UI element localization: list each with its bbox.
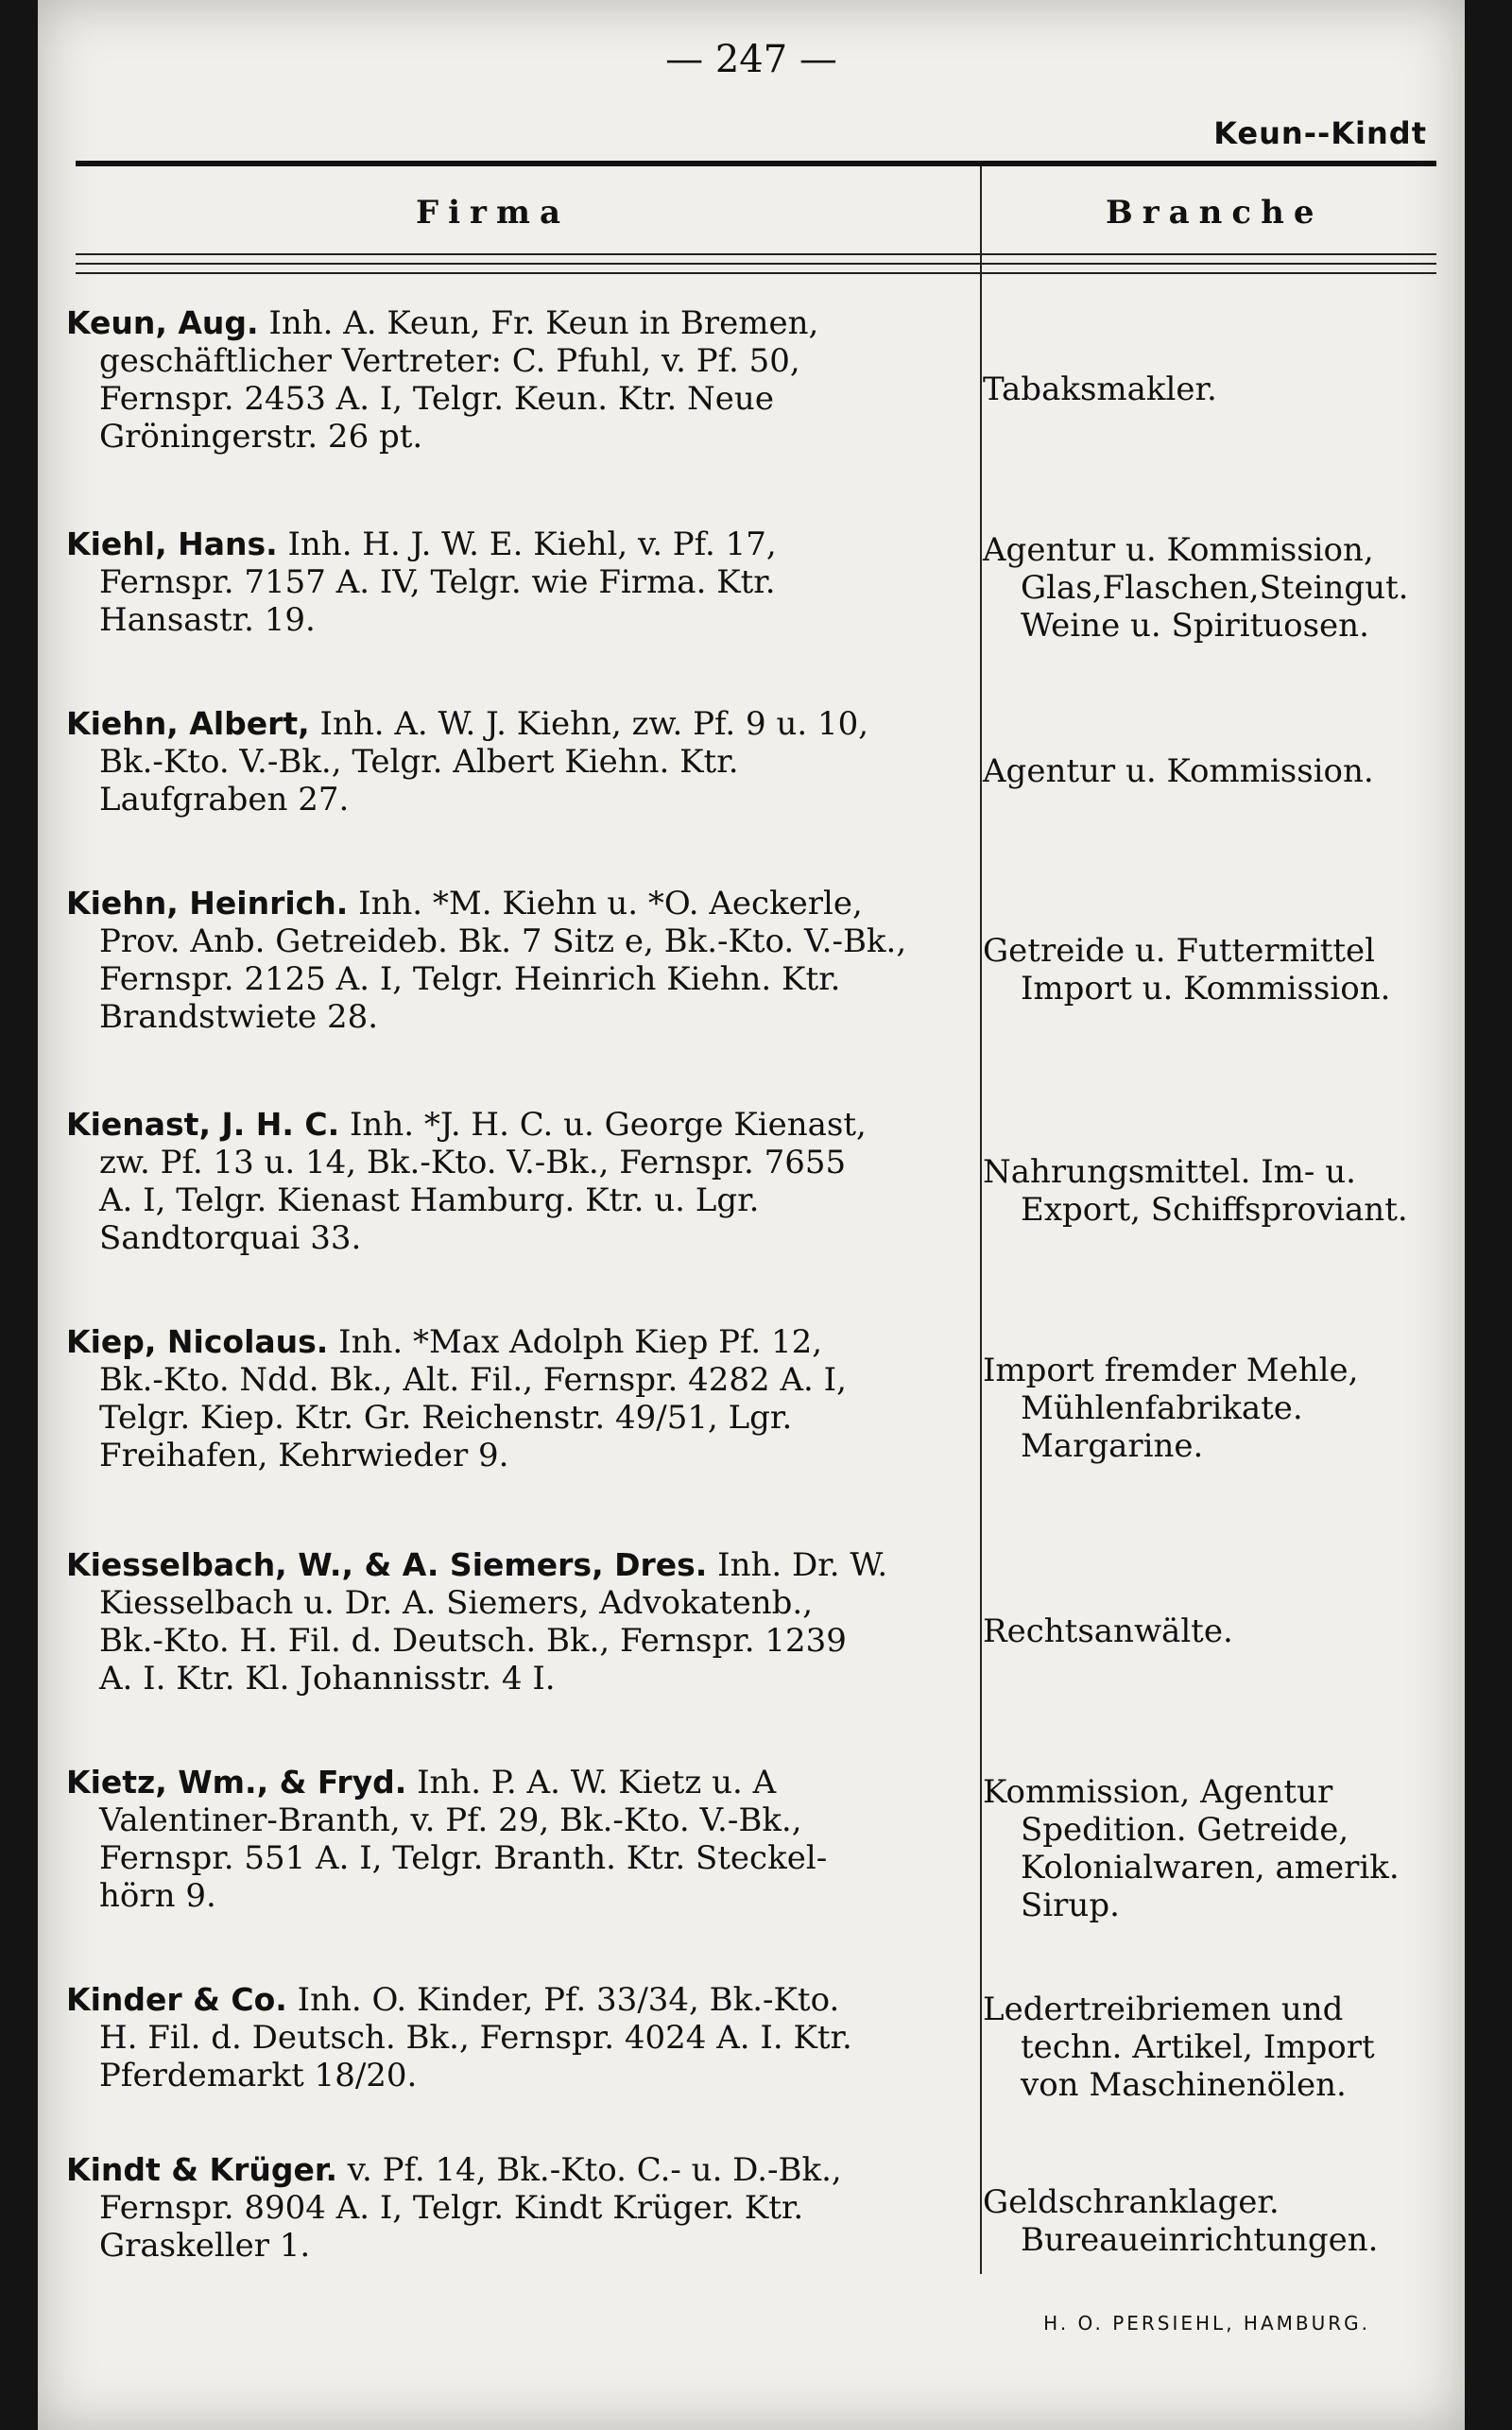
branche-kiehl [983,531,1436,645]
branche-line: Export, Schiffsproviant. [1021,1191,1408,1229]
branche-line: techn. Artikel, Import [1021,2028,1375,2066]
branche-line: Nahrungsmittel. Im- u. [983,1153,1356,1191]
entry-line: Prov. Anb. Getreideb. Bk. 7 Sitz e, Bk.-Kto. V.-Bk., [99,922,907,960]
branche-kindt [983,2183,1436,2259]
branche-line: Sirup. [1021,1887,1120,1924]
firm-entry-kindt [66,2151,964,2265]
entry-line: A. I. Ktr. Kl. Johannisstr. 4 I. [99,1660,556,1698]
entry-line: Bk.-Kto. H. Fil. d. Deutsch. Bk., Fernspr. 1239 [99,1622,847,1660]
entry-line: Fernspr. 7157 A. IV, Telgr. wie Firma. Ktr. [99,563,776,601]
directory-page [38,0,1465,2430]
entry-line: Laufgraben 27. [99,781,350,819]
branche-kiehn-albert [983,752,1436,790]
branche-line: Agentur u. Kommission, [983,531,1374,569]
firm-name: Kiep, Nicolaus. [66,1323,329,1360]
header-rule [76,253,1436,255]
entry-line: Inh. H. J. W. E. Kiehl, v. Pf. 17, [287,526,777,563]
firm-entry-kietz [66,1764,964,1915]
branche-kinder [983,1991,1436,2104]
branche-line: Tabaksmakler. [983,371,1217,408]
entry-line: Graskeller 1. [99,2227,311,2265]
firm-name: Kietz, Wm., & Fryd. [66,1764,407,1801]
branche-kiep [983,1352,1436,1465]
entry-line: A. I, Telgr. Kienast Hamburg. Ktr. u. Lgr. [99,1181,760,1219]
branche-kietz [983,1773,1436,1924]
entry-line: geschäftlicher Vertreter: C. Pfuhl, v. Pf. 50, [99,342,800,380]
entry-line: Inh. Dr. W. [717,1546,888,1584]
branche-line: Spedition. Getreide, [1021,1811,1349,1849]
entry-line: Fernspr. 2125 A. I, Telgr. Heinrich Kiehn. Ktr. [99,960,841,998]
entry-line: Bk.-Kto. Ndd. Bk., Alt. Fil., Fernspr. 4282 A. I, [99,1361,847,1399]
branche-line: Weine u. Spirituosen. [1021,607,1369,645]
firm-entry-kiehl [66,526,964,639]
entry-line: Fernspr. 551 A. I, Telgr. Branth. Ktr. Steckel- [99,1839,828,1877]
firm-name: Kienast, J. H. C. [66,1106,340,1143]
firm-entry-kiesselbach [66,1546,964,1698]
entry-line: Fernspr. 8904 A. I, Telgr. Kindt Krüger. Ktr. [99,2189,804,2227]
firm-name: Kindt & Krüger. [66,2151,337,2188]
entry-line: Inh. *M. Kiehn u. *O. Aeckerle, [358,885,863,922]
firm-name: Kiehn, Heinrich. [66,885,349,922]
branche-line: Margarine. [1021,1427,1204,1465]
entry-line: v. Pf. 14, Bk.-Kto. C.- u. D.-Bk., [347,2151,842,2189]
firm-name: Kiehl, Hans. [66,526,278,562]
branche-line: Import u. Kommission. [1021,970,1391,1008]
branche-kienast [983,1153,1436,1229]
header-rule [76,263,1436,265]
firm-name: Kiehn, Albert, [66,705,310,742]
branche-line: Agentur u. Kommission. [983,752,1374,790]
branche-line: von Maschinenölen. [1021,2066,1347,2104]
firm-name: Kinder & Co. [66,1981,287,2018]
firm-entry-kienast [66,1106,964,1257]
firm-entry-keun [66,304,964,456]
entry-line: Fernspr. 2453 A. I, Telgr. Keun. Ktr. Neue [99,380,774,418]
entry-line: Freihafen, Kehrwieder 9. [99,1437,509,1474]
branche-kiesselbach [983,1612,1436,1650]
page-number: — 247 — [665,38,837,81]
firm-entry-kiehn-albert [66,705,964,819]
firm-name: Kiesselbach, W., & A. Siemers, Dres. [66,1546,708,1583]
branche-line: Kolonialwaren, amerik. [1021,1849,1400,1887]
column-header-branche: Branche [1106,194,1324,232]
entry-line: Pferdemarkt 18/20. [99,2057,418,2094]
branche-line: Import fremder Mehle, [983,1352,1359,1389]
entry-line: zw. Pf. 13 u. 14, Bk.-Kto. V.-Bk., Fernspr. 7655 [99,1144,847,1181]
firm-entry-kiep [66,1323,964,1474]
branche-line: Getreide u. Futtermittel [983,932,1376,970]
entry-line: Inh. A. Keun, Fr. Keun in Bremen, [268,304,819,342]
entry-line: Sandtorquai 33. [99,1219,362,1257]
entry-line: H. Fil. d. Deutsch. Bk., Fernspr. 4024 A. I. Ktr. [99,2019,852,2057]
branche-line: Ledertreibriemen und [983,1991,1344,2028]
entry-line: Valentiner-Branth, v. Pf. 29, Bk.-Kto. V.-Bk., [99,1801,802,1839]
entry-line: Inh. P. A. W. Kietz u. A [417,1764,777,1801]
entry-line: Inh. A. W. J. Kiehn, zw. Pf. 9 u. 10, [319,705,869,743]
firm-entry-kinder [66,1981,964,2094]
branche-line: Mühlenfabrikate. [1021,1389,1303,1427]
entry-line: Telgr. Kiep. Ktr. Gr. Reichenstr. 49/51, Lgr. [99,1399,793,1437]
branche-line: Rechtsanwälte. [983,1612,1233,1650]
firm-name: Keun, Aug. [66,304,259,341]
entry-line: Gröningerstr. 26 pt. [99,418,423,456]
running-head: Keun--Kindt [1213,115,1427,151]
entry-line: Bk.-Kto. V.-Bk., Telgr. Albert Kiehn. Ktr. [99,743,739,781]
top-rule [76,161,1436,166]
entry-line: Brandstwiete 28. [99,998,379,1036]
branche-line: Bureaueinrichtungen. [1021,2221,1379,2259]
branche-line: Geldschranklager. [983,2183,1280,2221]
printer-imprint: H. O. PERSIEHL, HAMBURG. [1043,2312,1370,2335]
entry-line: Inh. *J. H. C. u. George Kienast, [349,1106,867,1144]
branche-line: Kommission, Agentur [983,1773,1333,1811]
header-rule [76,272,1436,274]
firm-entry-kiehn-heinrich [66,885,964,1036]
branche-keun [983,371,1436,408]
entry-line: Inh. O. Kinder, Pf. 33/34, Bk.-Kto. [297,1981,840,2019]
entry-line: Hansastr. 19. [99,601,316,639]
entry-line: hörn 9. [99,1877,216,1915]
column-divider [980,166,982,2274]
entry-line: Kiesselbach u. Dr. A. Siemers, Advokatenb., [99,1584,814,1622]
branche-kiehn-heinrich [983,932,1436,1008]
branche-line: Glas,Flaschen,Steingut. [1021,569,1409,607]
entry-line: Inh. *Max Adolph Kiep Pf. 12, [338,1323,823,1361]
column-header-firma: Firma [416,194,570,232]
